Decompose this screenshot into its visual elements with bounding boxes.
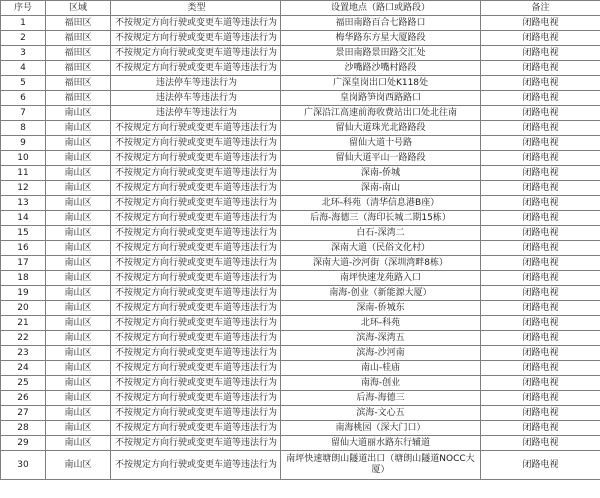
row-remark: 闭路电视 (481, 391, 600, 406)
row-index: 13 (1, 196, 46, 211)
table-row (1, 181, 600, 196)
row-location: 深南-侨城 (281, 166, 481, 181)
header-remark: 备注 (481, 1, 600, 16)
row-index: 20 (1, 301, 46, 316)
row-remark: 闭路电视 (481, 181, 600, 196)
row-type: 不按规定方向行驶或变更车道等违法行为 (111, 181, 281, 196)
row-location: 深南大道（民俗文化村） (281, 241, 481, 256)
row-index: 25 (1, 376, 46, 391)
row-district: 南山区 (46, 121, 111, 136)
table-row (1, 136, 600, 151)
row-type: 不按规定方向行驶或变更车道等违法行为 (111, 346, 281, 361)
row-type: 不按规定方向行驶或变更车道等违法行为 (111, 376, 281, 391)
table-row (1, 76, 600, 91)
row-remark: 闭路电视 (481, 316, 600, 331)
table-row (1, 436, 600, 451)
row-location: 北环-科苑（清华信息港B座） (281, 196, 481, 211)
row-index: 9 (1, 136, 46, 151)
row-location: 留仙大道十号路 (281, 136, 481, 151)
row-district: 福田区 (46, 91, 111, 106)
row-index: 14 (1, 211, 46, 226)
row-location: 福田南路百合七路路口 (281, 16, 481, 31)
row-district: 南山区 (46, 151, 111, 166)
row-remark: 闭路电视 (481, 151, 600, 166)
row-remark: 闭路电视 (481, 61, 600, 76)
row-remark: 闭路电视 (481, 196, 600, 211)
row-location: 滨海-深湾五 (281, 331, 481, 346)
row-index: 8 (1, 121, 46, 136)
row-type: 不按规定方向行驶或变更车道等违法行为 (111, 406, 281, 421)
table-row (1, 241, 600, 256)
row-index: 16 (1, 241, 46, 256)
row-remark: 闭路电视 (481, 271, 600, 286)
row-type: 不按规定方向行驶或变更车道等违法行为 (111, 166, 281, 181)
row-index: 22 (1, 331, 46, 346)
row-type: 违法停车等违法行为 (111, 76, 281, 91)
table-row (1, 331, 600, 346)
row-index: 12 (1, 181, 46, 196)
row-remark: 闭路电视 (481, 31, 600, 46)
row-index: 26 (1, 391, 46, 406)
row-location: 滨海-沙河南 (281, 346, 481, 361)
row-remark: 闭路电视 (481, 361, 600, 376)
row-remark: 闭路电视 (481, 46, 600, 61)
row-location: 南海-创业 (281, 376, 481, 391)
row-type: 不按规定方向行驶或变更车道等违法行为 (111, 271, 281, 286)
row-district: 福田区 (46, 46, 111, 61)
row-location: 南坪快速龙苑路入口 (281, 271, 481, 286)
row-index: 21 (1, 316, 46, 331)
table-row (1, 226, 600, 241)
row-type: 不按规定方向行驶或变更车道等违法行为 (111, 226, 281, 241)
row-location: 南海-创业（新能源大厦） (281, 286, 481, 301)
row-type: 不按规定方向行驶或变更车道等违法行为 (111, 421, 281, 436)
row-index: 30 (1, 451, 46, 480)
row-district: 南山区 (46, 451, 111, 480)
row-district: 南山区 (46, 196, 111, 211)
row-index: 17 (1, 256, 46, 271)
row-location: 留仙大道丽水路东行辅道 (281, 436, 481, 451)
row-type: 不按规定方向行驶或变更车道等违法行为 (111, 286, 281, 301)
table-row (1, 16, 600, 31)
row-location: 深南-南山 (281, 181, 481, 196)
row-remark: 闭路电视 (481, 16, 600, 31)
row-location: 北环-科苑 (281, 316, 481, 331)
table-row (1, 421, 600, 436)
table-row (1, 391, 600, 406)
row-index: 29 (1, 436, 46, 451)
row-remark: 闭路电视 (481, 76, 600, 91)
row-type: 不按规定方向行驶或变更车道等违法行为 (111, 436, 281, 451)
row-district: 南山区 (46, 136, 111, 151)
header-location: 设置地点（路口或路段） (281, 1, 481, 16)
row-type: 不按规定方向行驶或变更车道等违法行为 (111, 301, 281, 316)
row-district: 福田区 (46, 61, 111, 76)
row-type: 不按规定方向行驶或变更车道等违法行为 (111, 121, 281, 136)
row-type: 不按规定方向行驶或变更车道等违法行为 (111, 16, 281, 31)
row-district: 福田区 (46, 76, 111, 91)
row-index: 6 (1, 91, 46, 106)
row-type: 不按规定方向行驶或变更车道等违法行为 (111, 46, 281, 61)
row-location: 广深皇岗出口处K118处 (281, 76, 481, 91)
row-type: 不按规定方向行驶或变更车道等违法行为 (111, 151, 281, 166)
row-district: 南山区 (46, 331, 111, 346)
row-remark: 闭路电视 (481, 376, 600, 391)
row-index: 18 (1, 271, 46, 286)
table-row (1, 406, 600, 421)
row-district: 南山区 (46, 286, 111, 301)
row-index: 1 (1, 16, 46, 31)
row-remark: 闭路电视 (481, 436, 600, 451)
row-type: 不按规定方向行驶或变更车道等违法行为 (111, 331, 281, 346)
row-location: 深南大道-沙河街（深圳湾畔8栋） (281, 256, 481, 271)
row-district: 南山区 (46, 211, 111, 226)
table-row (1, 46, 600, 61)
header-district: 区域 (46, 1, 111, 16)
row-remark: 闭路电视 (481, 241, 600, 256)
row-remark: 闭路电视 (481, 451, 600, 480)
table-row (1, 361, 600, 376)
row-district: 福田区 (46, 16, 111, 31)
row-remark: 闭路电视 (481, 121, 600, 136)
row-remark: 闭路电视 (481, 211, 600, 226)
row-type: 不按规定方向行驶或变更车道等违法行为 (111, 196, 281, 211)
table-row (1, 286, 600, 301)
row-type: 不按规定方向行驶或变更车道等违法行为 (111, 136, 281, 151)
table-row (1, 316, 600, 331)
row-index: 28 (1, 421, 46, 436)
row-district: 南山区 (46, 376, 111, 391)
row-district: 南山区 (46, 271, 111, 286)
row-location: 南坪快速塘朗山隧道出口（塘朗山隧道NOCC大厦） (281, 451, 481, 480)
table-row (1, 31, 600, 46)
row-index: 23 (1, 346, 46, 361)
row-remark: 闭路电视 (481, 421, 600, 436)
table-row (1, 196, 600, 211)
row-district: 南山区 (46, 406, 111, 421)
row-district: 南山区 (46, 361, 111, 376)
row-index: 2 (1, 31, 46, 46)
row-remark: 闭路电视 (481, 301, 600, 316)
row-type: 不按规定方向行驶或变更车道等违法行为 (111, 391, 281, 406)
row-remark: 闭路电视 (481, 106, 600, 121)
row-location: 后海-海德三 (281, 391, 481, 406)
row-district: 南山区 (46, 436, 111, 451)
row-location: 南山-桂庙 (281, 361, 481, 376)
table-row (1, 256, 600, 271)
row-district: 南山区 (46, 421, 111, 436)
table-row (1, 151, 600, 166)
row-location: 留仙大道珠光北路路段 (281, 121, 481, 136)
row-location: 滨海-文心五 (281, 406, 481, 421)
row-remark: 闭路电视 (481, 136, 600, 151)
row-location: 深南-侨城东 (281, 301, 481, 316)
table-header-row (1, 1, 600, 16)
row-type: 不按规定方向行驶或变更车道等违法行为 (111, 61, 281, 76)
row-location: 后海-海德三（海印长城二期15栋） (281, 211, 481, 226)
row-location: 梅华路东方星大厦路段 (281, 31, 481, 46)
row-index: 7 (1, 106, 46, 121)
row-index: 10 (1, 151, 46, 166)
row-location: 广深沿江高速前海收费站出口处北往南 (281, 106, 481, 121)
row-index: 3 (1, 46, 46, 61)
row-type: 不按规定方向行驶或变更车道等违法行为 (111, 241, 281, 256)
table-row (1, 106, 600, 121)
row-district: 南山区 (46, 181, 111, 196)
header-index: 序号 (1, 1, 46, 16)
row-remark: 闭路电视 (481, 226, 600, 241)
table-row (1, 451, 600, 480)
table-row (1, 166, 600, 181)
row-location: 留仙大道平山一路路段 (281, 151, 481, 166)
header-type: 类型 (111, 1, 281, 16)
row-district: 南山区 (46, 346, 111, 361)
table-row (1, 121, 600, 136)
row-remark: 闭路电视 (481, 406, 600, 421)
row-index: 15 (1, 226, 46, 241)
row-district: 福田区 (46, 31, 111, 46)
row-location: 南海桃园（深大门口） (281, 421, 481, 436)
row-location: 沙嘴路沙嘴村路段 (281, 61, 481, 76)
row-remark: 闭路电视 (481, 256, 600, 271)
row-district: 南山区 (46, 391, 111, 406)
row-district: 南山区 (46, 241, 111, 256)
row-location: 景田南路景田路交汇处 (281, 46, 481, 61)
row-type: 不按规定方向行驶或变更车道等违法行为 (111, 451, 281, 480)
row-remark: 闭路电视 (481, 91, 600, 106)
row-type: 违法停车等违法行为 (111, 106, 281, 121)
row-type: 不按规定方向行驶或变更车道等违法行为 (111, 31, 281, 46)
row-district: 南山区 (46, 301, 111, 316)
row-index: 11 (1, 166, 46, 181)
row-remark: 闭路电视 (481, 166, 600, 181)
table-row (1, 211, 600, 226)
table-row (1, 301, 600, 316)
row-type: 不按规定方向行驶或变更车道等违法行为 (111, 211, 281, 226)
row-district: 南山区 (46, 166, 111, 181)
row-index: 19 (1, 286, 46, 301)
row-index: 4 (1, 61, 46, 76)
row-district: 南山区 (46, 256, 111, 271)
row-type: 不按规定方向行驶或变更车道等违法行为 (111, 256, 281, 271)
table-row (1, 61, 600, 76)
row-district: 南山区 (46, 106, 111, 121)
row-type: 不按规定方向行驶或变更车道等违法行为 (111, 316, 281, 331)
table-row (1, 91, 600, 106)
row-remark: 闭路电视 (481, 331, 600, 346)
row-index: 5 (1, 76, 46, 91)
row-index: 24 (1, 361, 46, 376)
row-remark: 闭路电视 (481, 346, 600, 361)
table-row (1, 271, 600, 286)
table-body (1, 1, 600, 480)
row-type: 不按规定方向行驶或变更车道等违法行为 (111, 361, 281, 376)
row-type: 违法停车等违法行为 (111, 91, 281, 106)
row-location: 皇岗路笋岗西路路口 (281, 91, 481, 106)
row-location: 白石-深湾二 (281, 226, 481, 241)
row-index: 27 (1, 406, 46, 421)
row-remark: 闭路电视 (481, 286, 600, 301)
row-district: 南山区 (46, 226, 111, 241)
row-district: 南山区 (46, 316, 111, 331)
table-row (1, 376, 600, 391)
table-row (1, 346, 600, 361)
